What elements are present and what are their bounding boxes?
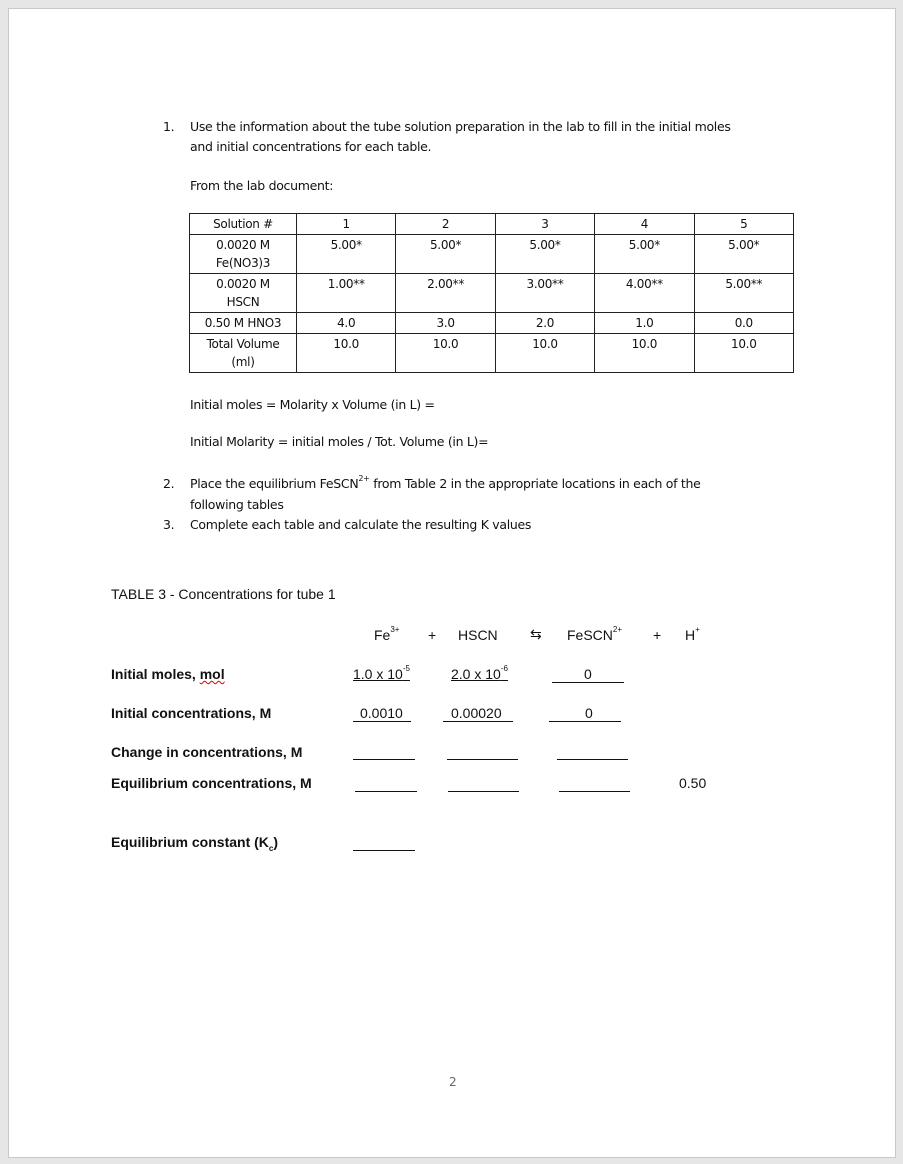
hscn-eq-blank[interactable] [448, 791, 519, 792]
mantissa: 2.0 x 10 [451, 666, 501, 682]
q1-number: 1. [163, 119, 175, 134]
species-base: Fe [374, 627, 391, 643]
fescn-eq-blank[interactable] [559, 791, 630, 792]
species-base: H [685, 627, 696, 643]
header-cell: 2 [396, 214, 495, 235]
formula-initial-moles: Initial moles = Molarity x Volume (in L) = [190, 397, 435, 412]
label-unit: mol [199, 666, 225, 682]
q2-text-line1 [190, 476, 701, 491]
row-label-line: 0.0020 M [216, 238, 270, 252]
exponent: -6 [500, 664, 508, 673]
hscn-initial-conc: 0.00020 [451, 705, 502, 721]
hscn-conc-line [443, 721, 513, 722]
cell: 3.00** [495, 274, 594, 313]
label-text: Initial moles, [111, 666, 200, 682]
table-row [190, 334, 794, 373]
species-charge: 2+ [612, 625, 623, 634]
cell: 3.0 [396, 313, 495, 334]
table3-title: TABLE 3 - Concentrations for tube 1 [111, 586, 336, 602]
header-cell: 1 [297, 214, 396, 235]
cell: 5.00* [694, 235, 793, 274]
fe-eq-blank[interactable] [355, 791, 417, 792]
q1-text-line2: and initial concentrations for each table. [190, 139, 432, 154]
plus-sign: + [428, 627, 437, 643]
hscn-initial-moles [451, 666, 508, 682]
table-row [190, 235, 794, 274]
row-label [190, 313, 297, 334]
equilibrium-constant-label [111, 834, 278, 853]
h-eq-conc: 0.50 [679, 775, 707, 791]
document-page [8, 8, 896, 1158]
fe-initial-conc: 0.0010 [360, 705, 403, 721]
row-label-line: (ml) [231, 355, 255, 369]
cell: 10.0 [694, 334, 793, 373]
from-lab-label: From the lab document: [190, 178, 334, 193]
header-cell: Solution # [190, 214, 297, 235]
cell: 10.0 [495, 334, 594, 373]
kc-blank[interactable] [353, 850, 415, 851]
cell: 10.0 [396, 334, 495, 373]
page-number: 2 [449, 1075, 457, 1089]
exponent: -5 [402, 664, 410, 673]
cell: 10.0 [297, 334, 396, 373]
species-charge: 3+ [390, 625, 400, 634]
equilibrium-concentrations-label: Equilibrium concentrations, M [111, 775, 312, 791]
header-cell: 5 [694, 214, 793, 235]
q2-text-b: from Table 2 in the appropriate locations in each of the [369, 476, 701, 491]
fescn-initial-moles: 0 [584, 666, 592, 682]
cell: 5.00* [495, 235, 594, 274]
row-label-line: 0.50 M HNO3 [204, 316, 282, 330]
fescn-change-blank[interactable] [557, 759, 628, 760]
cell: 4.00** [595, 274, 694, 313]
initial-concentrations-label: Initial concentrations, M [111, 705, 272, 721]
species-fescn [567, 627, 622, 643]
fescn-moles-line [552, 682, 624, 683]
label-text: Equilibrium constant (K [111, 834, 269, 850]
cell: 1.00** [297, 274, 396, 313]
table-row [190, 313, 794, 334]
cell: 2.0 [495, 313, 594, 334]
table-row [190, 274, 794, 313]
change-concentrations-label: Change in concentrations, M [111, 744, 303, 760]
formula-initial-molarity: Initial Molarity = initial moles / Tot. Volume (in L)= [190, 434, 489, 449]
row-label-line: 0.0020 M [216, 277, 270, 291]
fescn-conc-line [549, 721, 621, 722]
hscn-change-blank[interactable] [447, 759, 518, 760]
cell: 5.00* [297, 235, 396, 274]
cell: 5.00** [694, 274, 793, 313]
label-text: ) [273, 834, 279, 850]
cell: 5.00* [595, 235, 694, 274]
fe-change-blank[interactable] [353, 759, 415, 760]
fe-conc-line [353, 721, 411, 722]
q1-text-line1: Use the information about the tube solution preparation in the lab to fill in the initial moles [190, 119, 731, 134]
mantissa: 1.0 x 10 [353, 666, 403, 682]
header-cell: 4 [595, 214, 694, 235]
header-cell: 3 [495, 214, 594, 235]
species-h [685, 627, 700, 643]
q3-text: Complete each table and calculate the resulting K values [190, 517, 532, 532]
row-label [190, 235, 297, 274]
plus-sign: + [653, 627, 662, 643]
fescn-initial-conc: 0 [585, 705, 593, 721]
q2-number: 2. [163, 476, 175, 491]
q2-text-line2: following tables [190, 497, 284, 512]
row-label [190, 334, 297, 373]
cell: 1.0 [595, 313, 694, 334]
cell: 4.0 [297, 313, 396, 334]
table-header-row [190, 214, 794, 235]
initial-moles-label [111, 666, 225, 682]
lab-solution-table [189, 213, 794, 373]
fe-initial-moles [353, 666, 410, 682]
q3-number: 3. [163, 517, 175, 532]
row-label [190, 274, 297, 313]
cell: 5.00* [396, 235, 495, 274]
species-charge: + [695, 625, 700, 634]
q2-sup: 2+ [358, 474, 370, 483]
species-hscn: HSCN [458, 627, 498, 643]
cell: 10.0 [595, 334, 694, 373]
label-sub: c [268, 843, 274, 853]
row-label-line: Total Volume [206, 337, 280, 351]
species-base: FeSCN [567, 627, 613, 643]
cell: 0.0 [694, 313, 793, 334]
q2-text-a: Place the equilibrium FeSCN [190, 476, 359, 491]
row-label-line: Fe(NO3)3 [215, 256, 271, 270]
species-fe3 [374, 627, 399, 643]
equilibrium-arrow-icon: ⇆ [530, 626, 542, 642]
row-label-line: HSCN [226, 295, 260, 309]
cell: 2.00** [396, 274, 495, 313]
